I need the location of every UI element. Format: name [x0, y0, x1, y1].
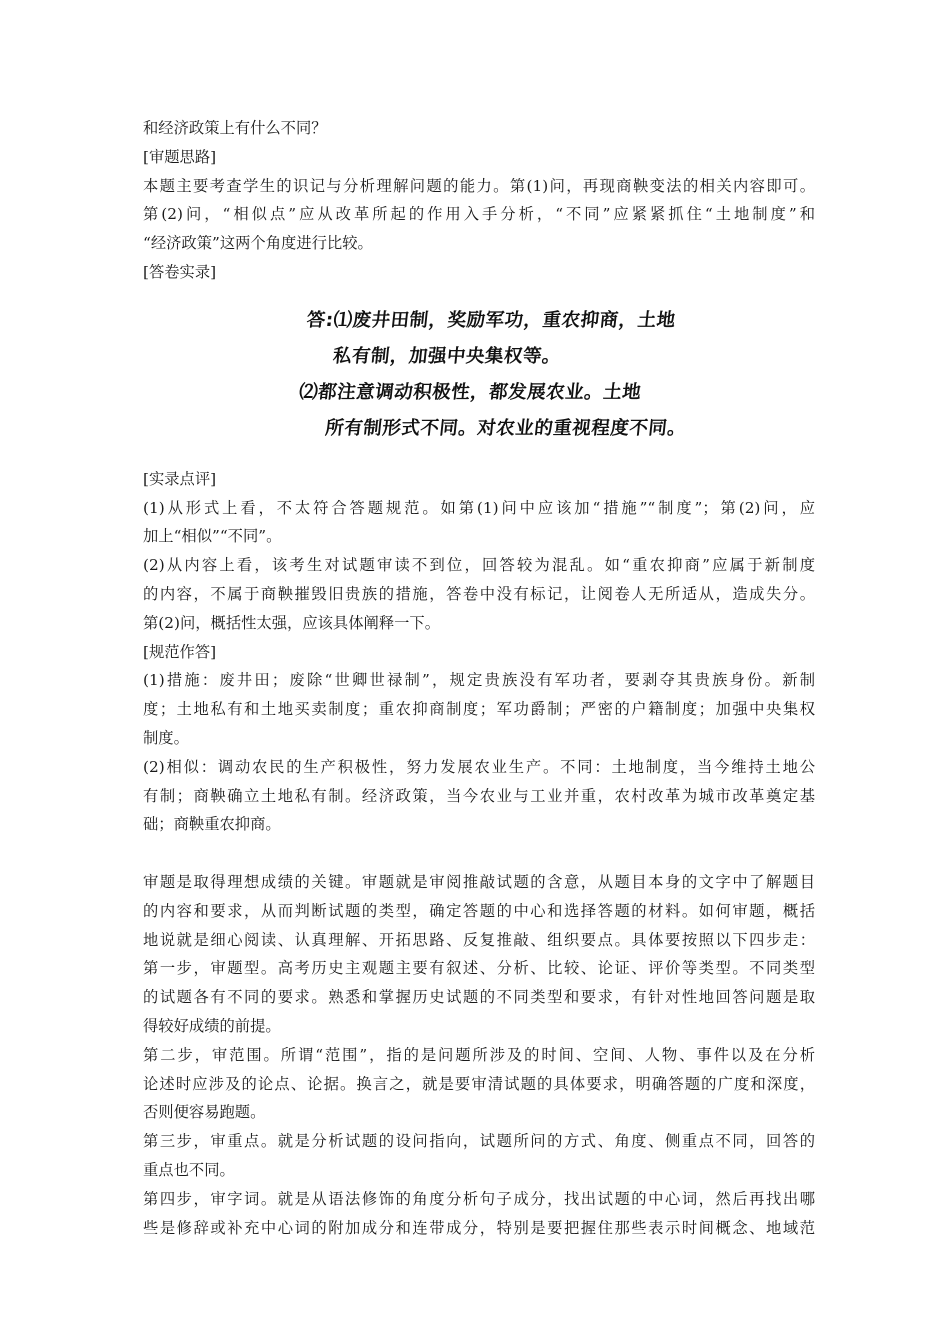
- standard-line: 础；商鞅重农抑商。: [143, 815, 281, 834]
- method-line: 地说就是细心阅读、认真理解、开拓思路、反复推敲、组织要点。具体要按照以下四步走：: [143, 930, 815, 949]
- review-line: 第(2)问，概括性太强，应该具体阐释一下。: [143, 613, 441, 632]
- standard-heading: [规范作答]: [143, 642, 217, 661]
- method-line: 第四步，审字词。就是从语法修饰的角度分析句子成分，找出试题的中心词，然后再找出哪: [143, 1189, 815, 1208]
- method-line: 否则便容易跑题。: [143, 1103, 266, 1122]
- method-line: 论述时应涉及的论点、论据。换言之，就是要审清试题的具体要求，明确答题的广度和深度，: [143, 1074, 815, 1093]
- handwritten-line: ⑵都注意调动积极性，都发展农业。土地: [298, 381, 643, 403]
- analysis-heading: [审题思路]: [143, 147, 217, 166]
- document-page: [143, 114, 815, 1242]
- standard-line: 度；土地私有和土地买卖制度；重农抑商制度；军功爵制；严密的户籍制度；加强中央集权: [143, 700, 815, 719]
- standard-line: (2)相似：调动农民的生产积极性，努力发展农业生产。不同：土地制度，当今维持土地公: [143, 757, 815, 776]
- analysis-line: 本题主要考查学生的识记与分析理解问题的能力。第(1)问，再现商鞅变法的相关内容即可。: [143, 176, 815, 195]
- analysis-line: 第(2)问，“相似点”应从改革所起的作用入手分析，“不同”应紧紧抓住“土地制度”和: [143, 205, 815, 224]
- method-line: 审题是取得理想成绩的关键。审题就是审阅推敲试题的含意，从题目本身的文字中了解题目: [143, 872, 815, 891]
- handwritten-line: 所有制形式不同。对农业的重视程度不同。: [324, 417, 688, 439]
- method-line: 重点也不同。: [143, 1160, 235, 1179]
- handwritten-answer: [293, 303, 708, 447]
- handwritten-line: 答:⑴废井田制，奖励军功，重农抑商，土地: [305, 309, 677, 331]
- method-line: 第三步，审重点。就是分析试题的设问指向，试题所问的方式、角度、侧重点不同，回答的: [143, 1132, 815, 1151]
- method-line: 得较好成绩的前提。: [143, 1016, 281, 1035]
- method-line: 第二步，审范围。所谓“范围”，指的是问题所涉及的时间、空间、人物、事件以及在分析: [143, 1045, 815, 1064]
- standard-line: 有制；商鞅确立土地私有制。经济政策，当今农业与工业并重，农村改革为城市改革奠定基: [143, 786, 815, 805]
- review-line: (2)从内容上看，该考生对试题审读不到位，回答较为混乱。如“重农抑商”应属于新制度: [143, 556, 815, 575]
- review-line: (1)从形式上看，不太符合答题规范。如第(1)问中应该加“措施”“制度”；第(2)问，应: [143, 498, 815, 517]
- intro-line: 和经济政策上有什么不同？: [143, 119, 327, 137]
- review-line: 的内容，不属于商鞅摧毁旧贵族的措施，答卷中没有标记，让阅卷人无所适从，造成失分。: [143, 584, 815, 603]
- review-heading: [实录点评]: [143, 469, 217, 488]
- method-line: 的内容和要求，从而判断试题的类型，确定答题的中心和选择答题的材料。如何审题，概括: [143, 901, 815, 920]
- standard-line: 制度。: [143, 728, 189, 747]
- method-line: 第一步，审题型。高考历史主观题主要有叙述、分析、比较、论证、评价等类型。不同类型: [143, 959, 815, 978]
- standard-line: (1)措施：废井田；废除“世卿世禄制”，规定贵族没有军功者，要剥夺其贵族身份。新制: [143, 671, 815, 690]
- paragraph-gap: [143, 839, 815, 868]
- analysis-line: “经济政策”这两个角度进行比较。: [143, 234, 373, 253]
- method-line: 些是修辞或补充中心词的附加成分和连带成分，特别是要把握住那些表示时间概念、地域范: [143, 1218, 815, 1237]
- handwritten-answer-image: [143, 291, 815, 459]
- handwritten-line: 私有制，加强中央集权等。: [331, 345, 563, 367]
- record-heading: [答卷实录]: [143, 262, 217, 281]
- review-line: 加上“相似”“不同”。: [143, 527, 282, 546]
- method-line: 的试题各有不同的要求。熟悉和掌握历史试题的不同类型和要求，有针对性地回答问题是取: [143, 988, 815, 1007]
